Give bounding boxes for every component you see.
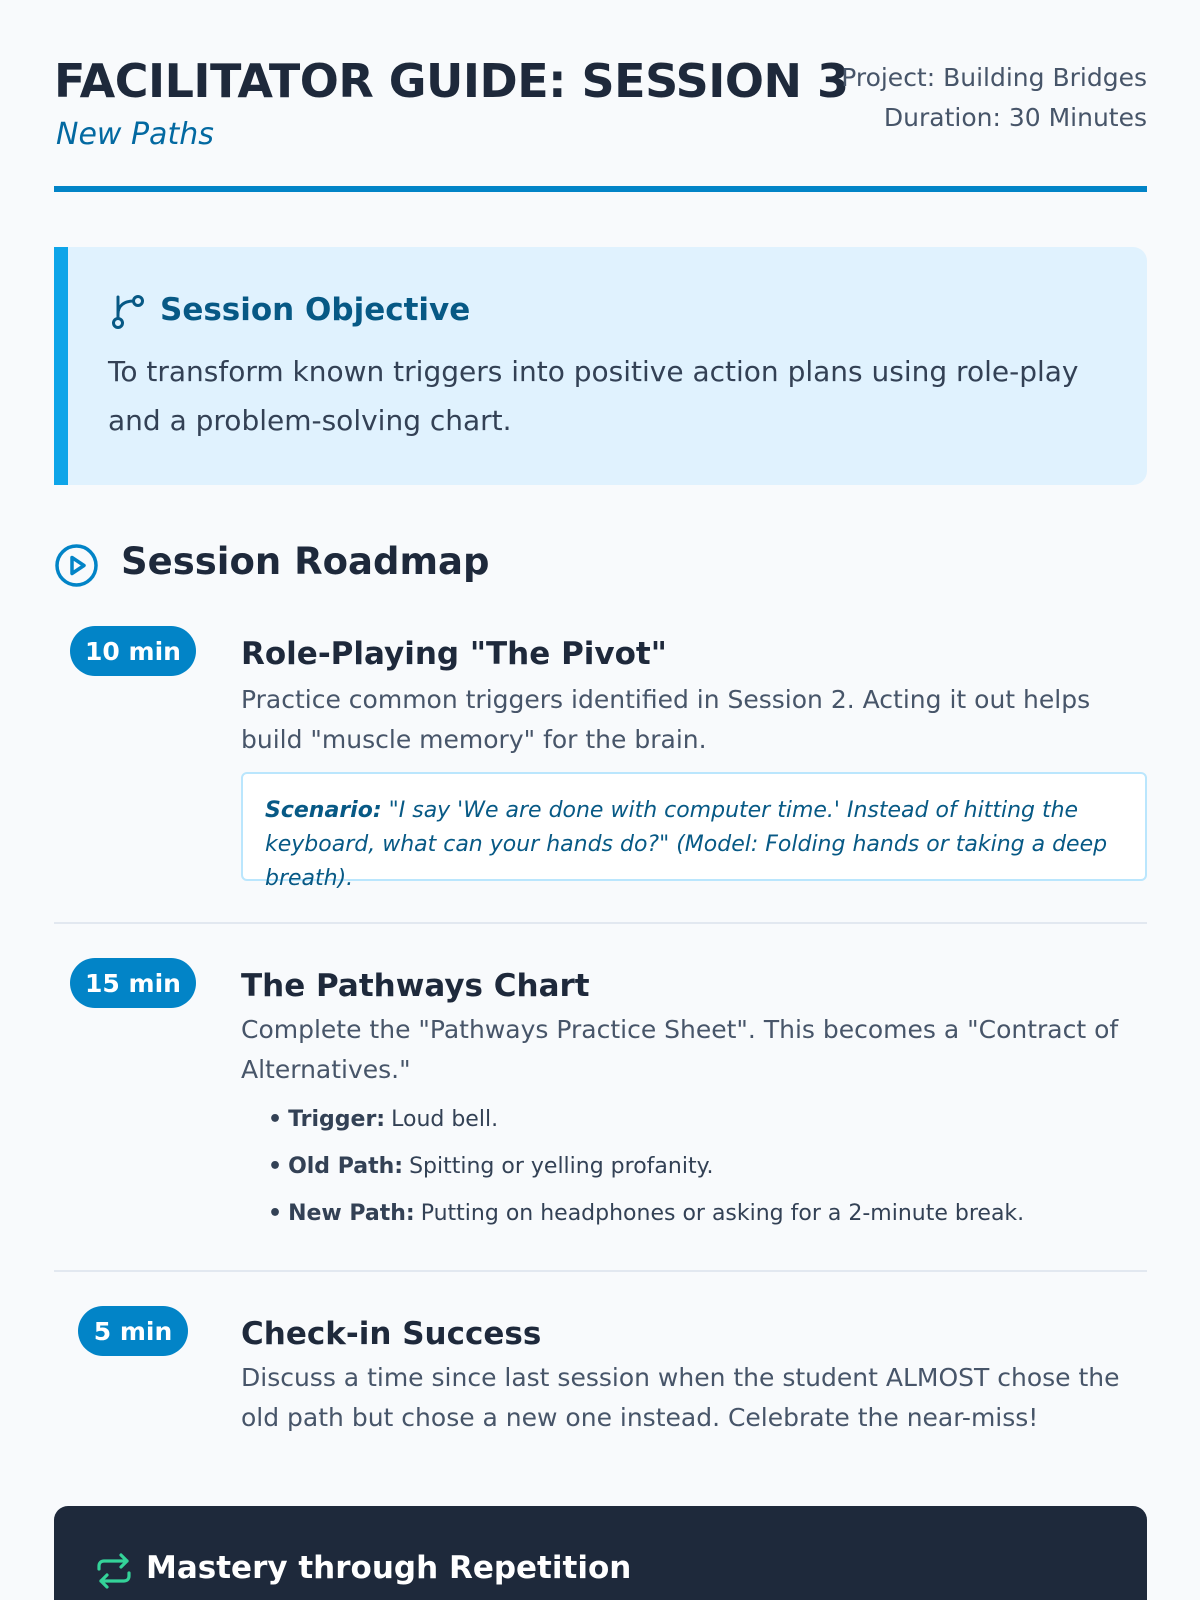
step-divider: [54, 922, 1147, 924]
play-circle-icon: [54, 543, 99, 588]
page-header: [54, 0, 1147, 192]
time-badge: 15 min: [70, 958, 196, 1008]
mastery-card: [54, 1506, 1147, 1600]
step-description: Practice common triggers identified in Session 2. Acting it out helps build "muscle memory" for the brain.: [241, 685, 1091, 754]
step-description: Discuss a time since last session when the student ALMOST chose the old path but chose a new one instead. Celebrate the near-miss!: [241, 1363, 1120, 1432]
objective-text: To transform known triggers into positive action plans using role-play and a problem-solving chart.: [108, 355, 1079, 437]
list-item: • New Path: Putting on headphones or asking for a 2-minute break.: [268, 1201, 1025, 1226]
list-item: • Trigger: Loud bell.: [268, 1107, 499, 1132]
bullet-text: Spitting or yelling profanity.: [409, 1154, 714, 1179]
step-title: The Pathways Chart: [241, 968, 590, 1004]
page-subtitle: New Paths: [56, 117, 214, 152]
roadmap-title: Session Roadmap: [121, 540, 490, 583]
repeat-icon: [94, 1551, 134, 1591]
pathways-list: [268, 1096, 1138, 1237]
scenario-box: [241, 772, 1147, 891]
roadmap-header: [54, 540, 654, 590]
mastery-title: Mastery through Repetition: [146, 1550, 632, 1586]
bullet-text: Loud bell.: [391, 1107, 499, 1132]
bullet-text: Putting on headphones or asking for a 2-minute break.: [420, 1201, 1025, 1226]
scenario-text: "I say 'We are done with computer time.' Instead of hitting the keyboard, what can your hands do?" (Model: Folding hands or taking a deep breath).: [265, 798, 1108, 891]
bullet-label: Trigger:: [288, 1107, 386, 1132]
page-title: FACILITATOR GUIDE: SESSION 3: [54, 54, 849, 108]
objective-title: Session Objective: [160, 292, 471, 328]
step-divider: [54, 1270, 1147, 1272]
branch-icon: [108, 292, 148, 332]
bullet-label: New Path:: [288, 1201, 415, 1226]
scenario-label: Scenario:: [265, 798, 382, 823]
session-meta: [841, 58, 1147, 138]
step-description: Complete the "Pathways Practice Sheet". This becomes a "Contract of Alternatives.": [241, 1015, 1119, 1084]
session-objective-card: [54, 247, 1147, 485]
facilitator-guide-page: [54, 0, 1147, 1586]
bullet-label: Old Path:: [288, 1154, 404, 1179]
step-title: Check-in Success: [241, 1316, 542, 1352]
project-label: Project: Building Bridges: [841, 63, 1147, 92]
list-item: • Old Path: Spitting or yelling profanity.: [268, 1154, 714, 1179]
duration-label: Duration: 30 Minutes: [883, 103, 1147, 132]
step-title: Role-Playing "The Pivot": [241, 636, 667, 672]
time-badge: 10 min: [70, 626, 196, 676]
time-badge: 5 min: [78, 1306, 188, 1356]
